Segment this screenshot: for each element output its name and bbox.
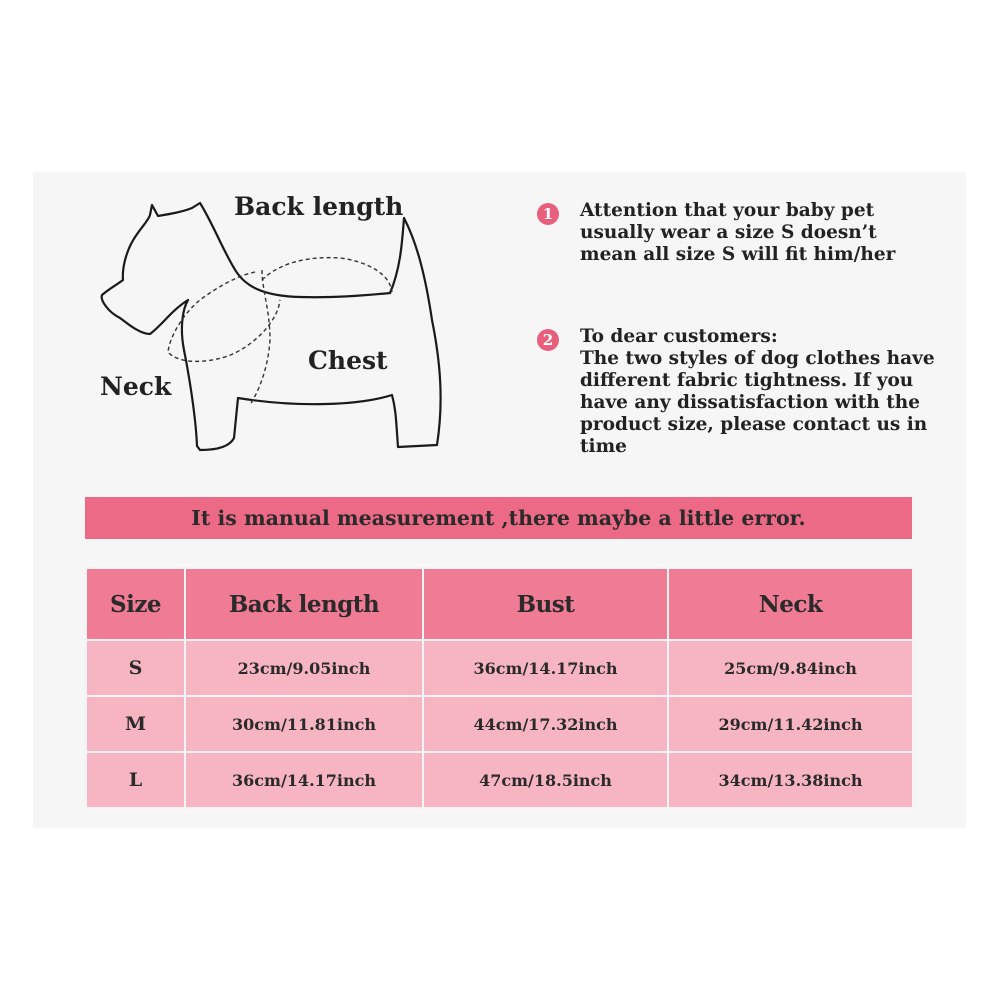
- header-neck: Neck: [668, 568, 913, 640]
- note-line: usually wear a size S doesn’t: [580, 222, 877, 243]
- table-row: [86, 752, 913, 808]
- number-badge: 2: [537, 329, 559, 351]
- header-bust: Bust: [423, 568, 668, 640]
- note-text: [580, 200, 960, 266]
- dog-outline: [102, 203, 441, 450]
- dog-measurement-illustration: [90, 190, 450, 460]
- header-back-length: Back length: [185, 568, 423, 640]
- note-line: different fabric tightness. If you: [580, 370, 914, 391]
- header-size: Size: [86, 568, 185, 640]
- note-line: have any dissatisfaction with the: [580, 392, 920, 413]
- note-line: time: [580, 436, 627, 457]
- measurement-banner: It is manual measurement ,there maybe a little error.: [85, 497, 912, 539]
- neck-cell: 34cm/13.38inch: [668, 752, 913, 808]
- back-length-label: Back length: [234, 192, 404, 221]
- bust-cell: 36cm/14.17inch: [423, 640, 668, 696]
- size-table: [85, 567, 914, 809]
- bust-cell: 47cm/18.5inch: [423, 752, 668, 808]
- table-row: [86, 696, 913, 752]
- back-length-cell: 36cm/14.17inch: [185, 752, 423, 808]
- size-cell: L: [86, 752, 185, 808]
- chest-label: Chest: [308, 346, 388, 375]
- note-line: mean all size S will fit him/her: [580, 244, 896, 265]
- note-line: The two styles of dog clothes have: [580, 348, 935, 369]
- back-length-cell: 30cm/11.81inch: [185, 696, 423, 752]
- note-line: Attention that your baby pet: [580, 200, 875, 221]
- number-badge: 1: [537, 203, 559, 225]
- note-line: To dear customers:: [580, 326, 778, 347]
- size-cell: M: [86, 696, 185, 752]
- note-text: [580, 326, 960, 458]
- note-line: product size, please contact us in: [580, 414, 928, 435]
- size-cell: S: [86, 640, 185, 696]
- back-length-cell: 23cm/9.05inch: [185, 640, 423, 696]
- table-row: [86, 640, 913, 696]
- neck-label: Neck: [100, 372, 172, 401]
- neck-cell: 25cm/9.84inch: [668, 640, 913, 696]
- back-length-measure-line: [262, 258, 392, 292]
- table-header-row: [86, 568, 913, 640]
- bust-cell: 44cm/17.32inch: [423, 696, 668, 752]
- neck-cell: 29cm/11.42inch: [668, 696, 913, 752]
